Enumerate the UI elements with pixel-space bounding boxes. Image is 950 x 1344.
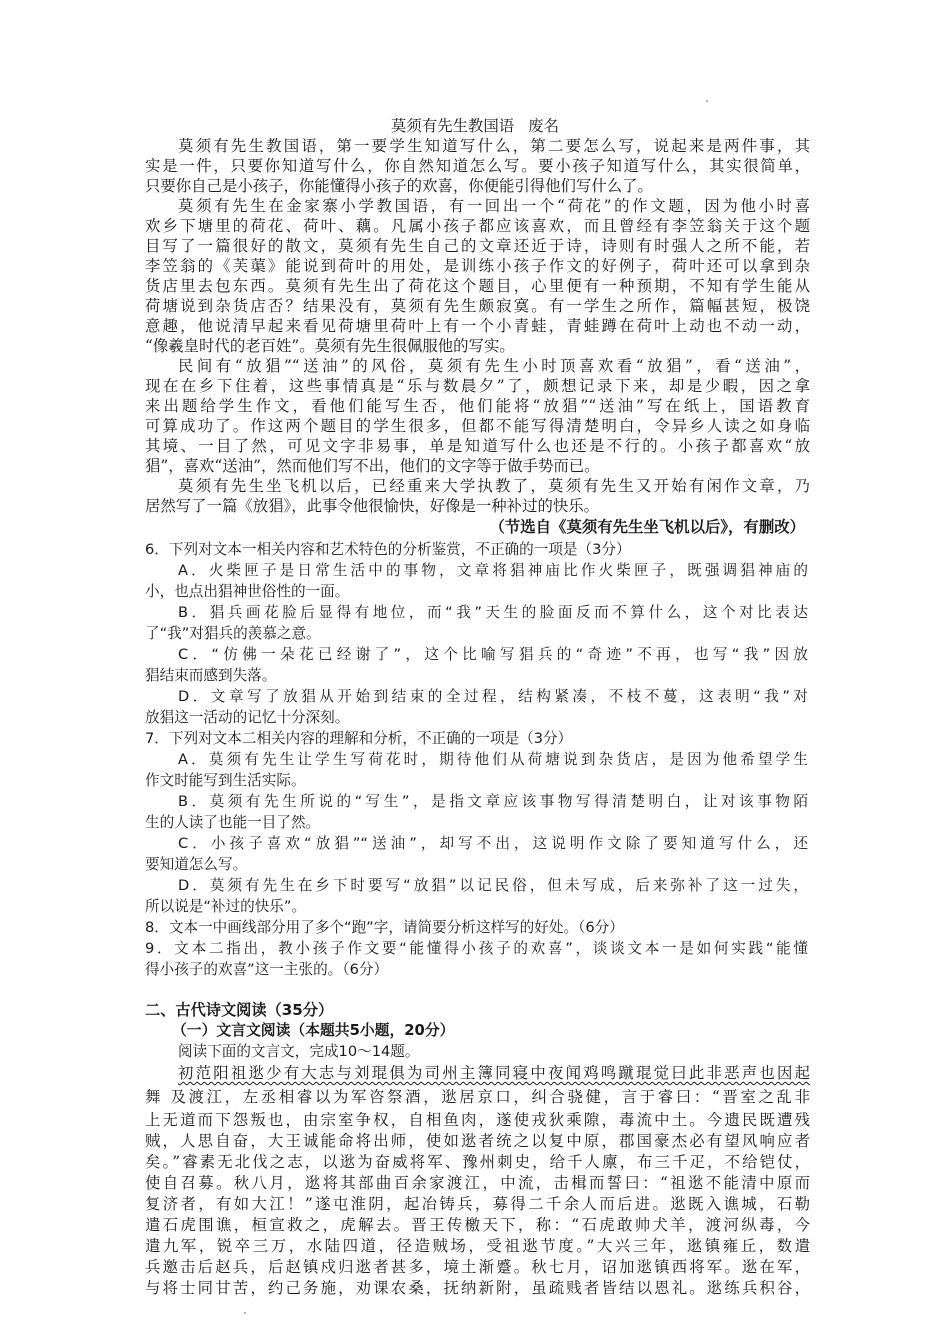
passage-line: 目写了一篇很好的散文，莫须有先生自己的文章还近于诗，诗则有时强人之所不能，若	[145, 237, 810, 255]
passage-source: （节选自《莫须有先生坐飞机以后》，有删改）	[489, 518, 805, 536]
option-c: C．“仿佛一朵花已经谢了”，这个比喻写猖兵的“奇迹”不再，也写“我”因放	[178, 646, 808, 663]
classical-line: 舞 及渡江，左丞相睿以为军咨祭酒，逖居京口，纠合骁健，言于睿曰：“晋室之乱非	[145, 1088, 810, 1106]
passage-line: 现在在乡下住着，这些事情真是“乐与数晨夕”了，颇想记录下来，却是少暇，因之拿	[145, 377, 810, 395]
sub-heading: （一）文言文阅读（本题共5小题，20分）	[172, 1022, 455, 1039]
option-b: B．莫须有先生所说的“写生”，是指文章应该事物写得清楚明白，让对该事物陌	[178, 793, 808, 810]
classical-line: 矣。”睿素无北伐之志，以逖为奋威将军、豫州刺史，给千人廪，布三千疋，不给铠仗，	[145, 1153, 810, 1171]
passage-line: 意趣，他说清早起来看见荷塘里荷叶上有一个小青蛙，青蛙蹲在荷叶上动也不动一动，	[145, 317, 810, 335]
classical-line: 遣石虎围谯，桓宣救之，虎解去。晋王传檄天下，称：“石虎敢帅犬羊，渡河纵毒，今	[145, 1216, 810, 1234]
classical-line: 使自召募。秋八月，逖将其部曲百余家渡江，中流，击楫而誓曰：“祖逖不能清中原而	[145, 1174, 810, 1192]
passage-line: 实是一件，只要你知道写什么，你自然知道怎么写。要小孩子知道写什么，其实很简单，	[145, 157, 810, 175]
scan-speck	[706, 100, 708, 102]
option-a: A．莫须有先生让学生写荷花时，期待他们从荷塘说到杂货店，是因为他希望学生	[178, 751, 808, 768]
scan-speck	[244, 1312, 246, 1314]
classical-line: 兵邀击后赵兵，后赵镇戍归逖者甚多，境土渐蹙。秋七月，诏加逖镇西将军。逖在军，	[145, 1258, 810, 1276]
section-heading: 二、古代诗文阅读（35分）	[145, 1001, 334, 1019]
passage-line: 只要你自己是小孩子，你能懂得小孩子的欢喜，你便能引得他们写什么了。	[145, 177, 653, 195]
option-b-cont: 了“我”对猖兵的羡慕之意。	[145, 625, 321, 642]
author-name: 废名	[528, 117, 559, 135]
passage-line: 李笠翁的《芙蕖》能说到荷叶的用处，是训练小孩子作文的好例子，荷叶还可以拿到杂	[145, 257, 810, 275]
option-d: D．莫须有先生在乡下时要写“放猖”以记民俗，但未写成，后来弥补了这一过失，	[178, 877, 808, 894]
option-b-cont: 生的人读了也能一目了然。	[145, 814, 321, 831]
option-c: C．小孩子喜欢“放猖”“送油”，却写不出，这说明作文除了要知道写什么，还	[178, 835, 808, 852]
passage-line: 莫须有先生在金家寨小学教国语，有一回出一个“荷花”的作文题，因为他小时喜	[178, 197, 810, 215]
passage-line: 莫须有先生坐飞机以后，已经重来大学执教了，莫须有先生又开始有闲作文章，乃	[178, 477, 810, 495]
option-b: B．猖兵画花脸后显得有地位，而“我”天生的脸面反而不算什么，这个对比表达	[178, 604, 808, 621]
option-a: A．火柴匣子是日常生活中的事物，文章将猖神庙比作火柴匣子，既强调猖神庙的	[178, 562, 808, 579]
title-text: 莫须有先生教国语	[391, 117, 515, 135]
passage-line: 荷塘说到杂货店否？结果没有，莫须有先生颇寂寞。有一学生之所作，篇幅甚短，极饶	[145, 297, 810, 315]
passage-line: 民间有“放猖”“送油”的风俗，莫须有先生小时顶喜欢看“放猖”，看“送油”，	[178, 357, 810, 375]
classical-line: 贼，人思自奋，大王诚能命将出师，使如逖者统之以复中原，郡国豪杰必有望风响应者	[145, 1132, 810, 1150]
passage-line: 猖”，喜欢“送油”，然而他们写不出，他们的文字等于做手势而已。	[145, 457, 600, 475]
passage-line: 来出题给学生作文，看他们能写生否，他们能将“放猖”“送油”写在纸上，国语教育	[145, 397, 810, 415]
passage-line: 可算成功了。作这两个题目的学生很多，但都不能写得清楚明白，令异乡人读之如身临	[145, 417, 810, 435]
reading-instruction: 阅读下面的文言文，完成10～14题。	[178, 1043, 420, 1060]
option-d: D．文章写了放猖从开始到结束的全过程，结构紧凑，不枝不蔓，这表明“我”对	[178, 688, 808, 705]
question-9-cont: 得小孩子的欢喜”这一主张的。（6分）	[145, 961, 389, 978]
classical-line	[178, 1063, 810, 1087]
question-8: 8．文本一中画线部分用了多个“跑”字，请简要分析这样写的好处。（6分）	[145, 919, 624, 936]
classical-line: 遣九军，锐卒三万，水陆四道，径造贼场，受祖逖节度。”大兴三年，逖镇雍丘，数遣	[145, 1237, 810, 1255]
passage-line: 欢乡下塘里的荷花、荷叶、藕。凡属小孩子都应该喜欢，而且曾经有李笠翁关于这个题	[145, 217, 810, 235]
option-c-cont: 猖结束而感到失落。	[145, 667, 277, 684]
passage-line: “像羲皇时代的老百姓”。莫须有先生很佩服他的写实。	[145, 337, 515, 355]
classical-line: 复济者，有如大江！”遂屯淮阴，起冶铸兵，募得二千余人而后进。逖既入谯城，石勒	[145, 1195, 810, 1213]
option-d-cont: 所以说是“补过的快乐”。	[145, 898, 307, 915]
option-d-cont: 放猖这一活动的记忆十分深刻。	[145, 709, 350, 726]
passage-title	[0, 116, 950, 137]
punctuation-task-line: 初范阳祖逖少有大志与刘琨俱为司州主簿同寝中夜闻鸡鸣蹴琨觉曰此非恶声也因起	[178, 1064, 810, 1082]
classical-line: 上无道而下怨叛也，由宗室争权，自相鱼肉，遂使戎狄乘隙，毒流中土。今遗民既遭残	[145, 1111, 810, 1129]
question-stem: 6．下列对文本一相关内容和艺术特色的分析鉴赏，不正确的一项是（3分）	[145, 541, 631, 558]
passage-line: 其境、一目了然，可见文字非易事，单是知道写什么也还是不行的。小孩子都喜欢“放	[145, 437, 810, 455]
question-stem: 7．下列对文本二相关内容的理解和分析，不正确的一项是（3分）	[145, 730, 573, 747]
passage-line: 莫须有先生教国语，第一要学生知道写什么，第二要怎么写，说起来是两件事，其	[178, 137, 810, 155]
option-c-cont: 要知道怎么写。	[145, 856, 248, 873]
classical-line: 与将士同甘苦，约己务施，劝课农桑，抚纳新附，虽疏贱者皆结以恩礼。逖练兵积谷，	[145, 1279, 810, 1297]
option-a-cont: 作文时能写到生活实际。	[145, 772, 306, 789]
question-9: 9．文本二指出，教小孩子作文要“能懂得小孩子的欢喜”，谈谈文本一是如何实践“能懂	[145, 940, 808, 957]
option-a-cont: 小，也点出猖神世俗性的一面。	[145, 583, 350, 600]
passage-line: 居然写了一篇《放猖》，此事令他很愉快，好像是一种补过的快乐。	[145, 497, 600, 515]
passage-line: 货店里去包东西。莫须有先生出了荷花这个题目，心里便有一种预期，不知有学生能从	[145, 277, 810, 295]
